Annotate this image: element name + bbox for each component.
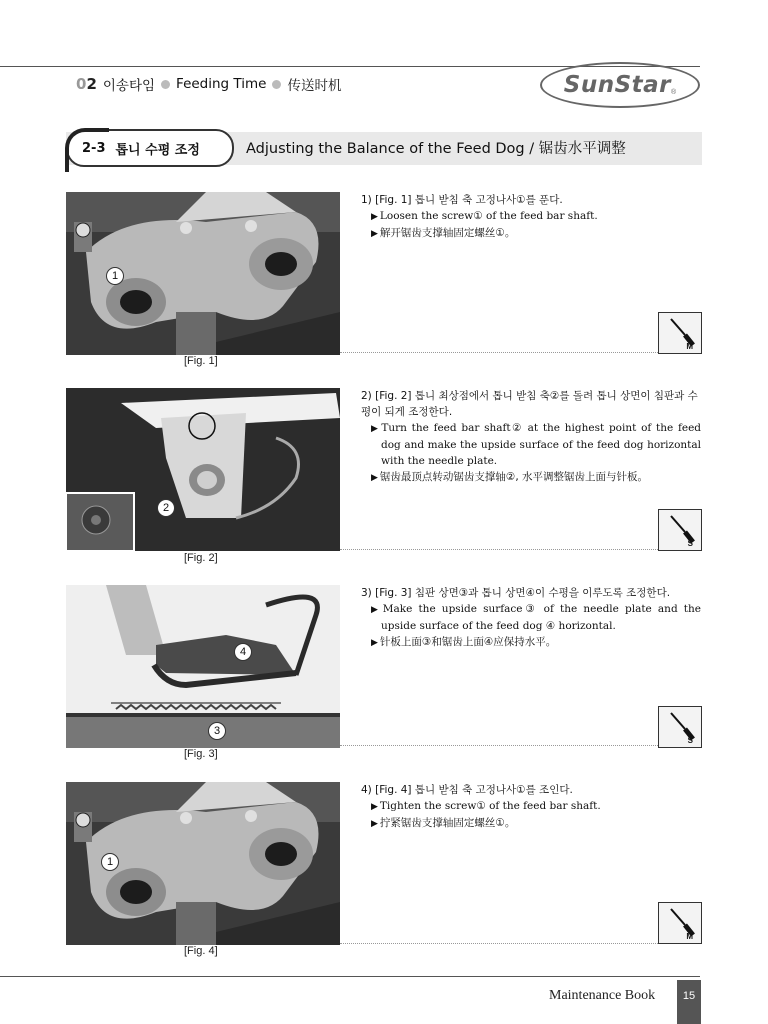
section-tab bbox=[66, 129, 234, 167]
step-instruction-en: ▶ Loosen the screw① of the feed bar shaft. bbox=[361, 208, 701, 225]
screwdriver-icon bbox=[658, 706, 702, 748]
figure-caption: [Fig. 2] bbox=[184, 552, 218, 564]
step-3-text bbox=[361, 585, 701, 651]
tool-size-label: S bbox=[687, 539, 693, 548]
tool-size-label: S bbox=[687, 736, 693, 745]
figure-caption: [Fig. 3] bbox=[184, 748, 218, 760]
step-heading: 3) [Fig. 3] 침판 상면③과 톱니 상면④이 수평을 이루도록 조정한다. bbox=[361, 587, 671, 599]
page-number: 15 bbox=[677, 980, 701, 1024]
bullet-dot-icon bbox=[161, 80, 170, 89]
step-instruction-en: ▶ Tighten the screw① of the feed bar shaft. bbox=[361, 798, 701, 815]
callout-marker: 1 bbox=[101, 853, 119, 871]
step-instruction-en: ▶ Make the upside surface③ of the needle plate and the upside surface of the feed dog ④ horizontal. bbox=[361, 601, 701, 634]
chapter-title-en: Feeding Time bbox=[176, 76, 267, 92]
callout-marker: 1 bbox=[106, 267, 124, 285]
step-1-text bbox=[361, 192, 701, 242]
step-4-text bbox=[361, 782, 701, 832]
bullet-dot-icon bbox=[272, 80, 281, 89]
chapter-heading bbox=[76, 73, 341, 95]
divider bbox=[340, 352, 700, 353]
step-2-text bbox=[361, 388, 701, 486]
screwdriver-icon bbox=[658, 509, 702, 551]
figure-caption: [Fig. 1] bbox=[184, 355, 218, 367]
step-instruction-zh: ▶ 解开锯齿支撑轴固定螺丝①。 bbox=[361, 225, 701, 242]
section-title: Adjusting the Balance of the Feed Dog / 锯齿水平调整 bbox=[246, 141, 626, 157]
figure-2-photo bbox=[66, 388, 340, 551]
registered-mark: ® bbox=[671, 88, 677, 96]
chapter-title-kr: 이송타임 bbox=[102, 78, 156, 94]
step-heading: 1) [Fig. 1] 톱니 받침 축 고정나사①를 푼다. bbox=[361, 194, 563, 206]
footer-rule bbox=[0, 976, 700, 977]
tool-size-label: M bbox=[686, 342, 693, 351]
callout-marker: 3 bbox=[208, 722, 226, 740]
step-instruction-en: ▶ Turn the feed bar shaft② at the highest point of the feed dog and make the upside surface of the feed dog horizontal with the needle plate. bbox=[361, 420, 701, 469]
section-number: 2-3 bbox=[82, 140, 106, 156]
step-instruction-zh: ▶ 锯齿最顶点转动锯齿支撑轴②, 水平调整锯齿上面与针板。 bbox=[361, 469, 701, 486]
chapter-title-zh: 传送时机 bbox=[287, 78, 342, 94]
section-header bbox=[66, 129, 702, 167]
screwdriver-icon bbox=[658, 902, 702, 944]
chapter-number: 02 bbox=[76, 75, 97, 93]
divider bbox=[340, 943, 700, 944]
divider bbox=[340, 745, 700, 746]
figure-caption: [Fig. 4] bbox=[184, 945, 218, 957]
figure-3-photo bbox=[66, 585, 340, 748]
step-heading: 2) [Fig. 2] 톱니 최상점에서 톱니 받침 축②를 돌려 톱니 상면이 침판과 수평이 되게 조정한다. bbox=[361, 390, 698, 418]
footer-book-title: Maintenance Book bbox=[549, 988, 656, 1003]
step-heading: 4) [Fig. 4] 톱니 받침 축 고정나사①를 조인다. bbox=[361, 784, 573, 796]
callout-marker: 2 bbox=[157, 499, 175, 517]
step-instruction-zh: ▶ 拧紧锯齿支撑轴固定螺丝①。 bbox=[361, 815, 701, 832]
divider bbox=[340, 549, 700, 550]
callout-marker: 4 bbox=[234, 643, 252, 661]
step-instruction-zh: ▶ 针板上面③和锯齿上面④应保持水平。 bbox=[361, 634, 701, 651]
screwdriver-icon bbox=[658, 312, 702, 354]
tool-size-label: M bbox=[686, 932, 693, 941]
sunstar-logo: SunStar ® bbox=[540, 62, 700, 108]
section-title-kr: 톱니 수평 조정 bbox=[115, 142, 200, 158]
